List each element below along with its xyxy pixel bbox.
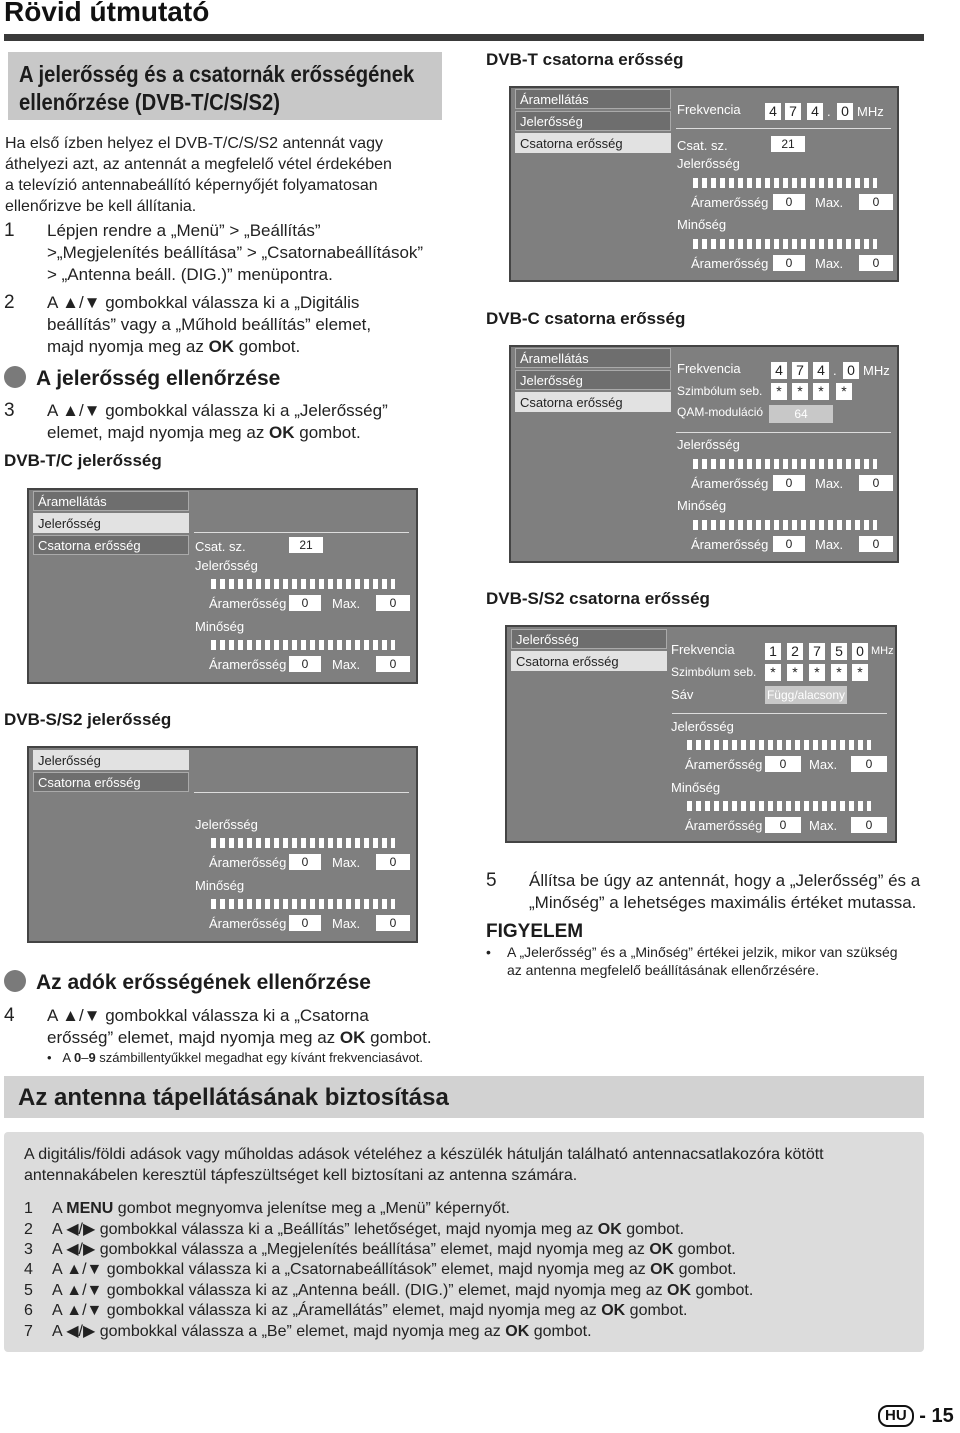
ok-key: OK (667, 1282, 692, 1299)
menu-item-channel-strength[interactable]: Csatorna erősség (515, 392, 671, 412)
symbol-rate-digit[interactable]: * (771, 383, 787, 400)
ok-key: OK (650, 1261, 675, 1278)
step-line: elemet, majd nyomja meg az OK gombot. (47, 423, 361, 442)
max-value: 0 (859, 194, 893, 210)
left-right-arrow-icon: ◀/▶ (66, 1241, 96, 1258)
quality-label: Minőség (677, 217, 727, 232)
quality-label: Minőség (671, 780, 721, 795)
qam-value[interactable]: 64 (769, 405, 833, 423)
band-value[interactable]: Függ/alacsony (766, 688, 846, 702)
title-rule (4, 34, 924, 41)
current-value: 0 (773, 536, 805, 552)
current-label: Áramerősség (691, 256, 769, 271)
current-value: 0 (289, 854, 321, 870)
step-line: „Minőség” a lehetséges maximális értéket mutassa. (529, 893, 917, 912)
step-number: 4 (4, 1005, 15, 1026)
frequency-digit[interactable]: 0 (843, 362, 859, 379)
dvbc-heading: DVB-C csatorna erősség (486, 309, 686, 328)
symbol-rate-digit[interactable]: * (852, 664, 868, 681)
mhz-unit: MHz (863, 363, 890, 378)
max-value: 0 (859, 475, 893, 491)
antenna-step: 6 A ▲/▼ gombokkal válassza ki az „Áramellátás” elemet, majd nyomja meg az OK gombot. (24, 1302, 688, 1319)
step-4 (0, 1005, 460, 1073)
menu-item-channel-strength[interactable]: Csatorna erősség (33, 535, 189, 555)
step-number: 5 (486, 870, 497, 891)
antenna-step: 3 A ◀/▶ gombokkal válassza a „Megjelenítés beállítása” elemet, majd nyomja meg az OK gombot. (24, 1241, 736, 1258)
intro-line: Ha első ízben helyez el DVB-T/C/S/S2 antennát vagy (5, 135, 383, 152)
frequency-digit[interactable]: 0 (852, 643, 868, 660)
menu-item-signal[interactable]: Jelerősség (515, 111, 671, 131)
up-down-arrow-icon: ▲/▼ (62, 293, 101, 312)
current-label: Áramerősség (209, 916, 287, 931)
symbol-rate-label: Szimbólum seb. (671, 665, 757, 679)
frequency-digit[interactable]: 5 (831, 643, 847, 660)
symbol-rate-digit[interactable]: * (787, 664, 803, 681)
section-title-line-1: A jelerősség és a csatornák erősségének (19, 61, 415, 87)
dvbs2-channel-panel (505, 625, 897, 843)
step-line: majd nyomja meg az OK gombot. (47, 337, 301, 356)
step-3 (0, 400, 450, 446)
quality-bar (211, 640, 395, 650)
divider (672, 713, 887, 714)
page-number: HU - 15 (878, 1405, 954, 1428)
section-title-line-2: ellenőrzése (DVB-T/C/S/S2) (19, 89, 280, 115)
qam-label: QAM-moduláció (677, 405, 764, 419)
symbol-rate-digit[interactable]: * (813, 383, 829, 400)
antenna-step: 2 A ◀/▶ gombokkal válassza ki a „Beállítás” lehetőséget, majd nyomja meg az OK gombot. (24, 1221, 685, 1238)
frequency-digit[interactable]: 4 (813, 362, 829, 379)
max-label: Max. (815, 476, 844, 491)
ok-key: OK (597, 1221, 622, 1238)
menu-item-power[interactable]: Áramellátás (515, 348, 671, 368)
step-4-note: • A 0–9 számbillentyűkkel megadhat egy kívánt frekvenciasávot. (47, 1050, 424, 1065)
ok-key: OK (505, 1323, 530, 1340)
signal-bar (693, 178, 877, 188)
max-value: 0 (851, 756, 887, 772)
up-down-arrow-icon: ▲/▼ (66, 1282, 103, 1299)
intro-line: ellenőrizve be kell állítania. (5, 198, 197, 215)
dvbtc-heading: DVB-T/C jelerősség (4, 451, 162, 470)
current-label: Áramerősség (691, 537, 769, 552)
menu-item-signal[interactable]: Jelerősség (515, 370, 671, 390)
frequency-digit[interactable]: 7 (792, 362, 808, 379)
mhz-unit: MHz (857, 104, 884, 119)
menu-item-signal[interactable]: Jelerősség (511, 629, 667, 649)
max-value: 0 (376, 656, 410, 672)
bullet-circle-icon (4, 366, 26, 388)
signal-label: Jelerősség (677, 437, 740, 452)
signal-bar (211, 838, 395, 848)
max-label: Max. (815, 256, 844, 271)
max-label: Max. (332, 855, 361, 870)
quality-bar (687, 801, 871, 811)
current-label: Áramerősség (691, 476, 769, 491)
signal-bar (693, 459, 877, 469)
divider (194, 532, 409, 533)
current-value: 0 (289, 595, 321, 611)
frequency-digit[interactable]: 2 (787, 643, 803, 660)
mhz-unit: MHz (871, 645, 894, 657)
menu-item-signal[interactable]: Jelerősség (33, 750, 189, 770)
antenna-intro: A digitális/földi adások vagy műholdas adások vételéhez a készülék hátulján található antennacsatlakozóra kötött antennakábelen keresztül tápfeszültséget kell biztosítani az antenna számára. (24, 1146, 824, 1184)
note-text: • A „Jelerősség” és a „Minőség” értékei jelzik, mikor van szükség az antenna megfelelő beállításának ellenőrzésére. (486, 943, 926, 979)
quality-label: Minőség (677, 498, 727, 513)
current-label: Áramerősség (209, 855, 287, 870)
section-title-box (8, 52, 442, 120)
max-value: 0 (859, 255, 893, 271)
quality-bar (693, 520, 877, 530)
left-right-arrow-icon: ◀/▶ (66, 1221, 96, 1238)
current-value: 0 (765, 817, 801, 833)
signal-label: Jelerősség (671, 719, 734, 734)
channel-no-label: Csat. sz. (195, 539, 246, 554)
note-line: A „Jelerősség” és a „Minőség” értékei jelzik, mikor van szükség (507, 944, 898, 960)
dvbt-channel-panel (509, 86, 899, 282)
step-2 (0, 292, 450, 362)
symbol-rate-digit[interactable]: * (836, 383, 852, 400)
intro-line: áthelyezi azt, az antennát a megfelelő vétel érdekében (5, 156, 392, 173)
step-line: erősség” elemet, majd nyomja meg az OK gombot. (47, 1028, 432, 1047)
menu-item-power[interactable]: Áramellátás (515, 89, 671, 109)
dvbtc-signal-panel (27, 488, 418, 684)
signal-bar (687, 740, 871, 750)
step-line: A ▲/▼ gombokkal válassza ki a „Digitális (47, 293, 360, 312)
frequency-label: Frekvencia (671, 642, 735, 657)
max-value: 0 (376, 595, 410, 611)
up-down-arrow-icon: ▲/▼ (62, 401, 101, 420)
symbol-rate-digit[interactable]: * (765, 664, 781, 681)
max-label: Max. (332, 596, 361, 611)
bullet-circle-icon (4, 970, 26, 992)
language-badge: HU (878, 1405, 914, 1427)
frequency-digit[interactable]: 4 (807, 103, 823, 120)
ok-key: OK (269, 423, 295, 442)
current-value: 0 (773, 475, 805, 491)
signal-check-heading: A jelerősség ellenőrzése (4, 366, 280, 391)
step-line: >„Megjelenítés beállítása” > „Csatornabeállítások” (47, 243, 424, 262)
antenna-step: 7 A ◀/▶ gombokkal válassza a „Be” elemet, majd nyomja meg az OK gombot. (24, 1323, 592, 1340)
menu-item-channel-strength[interactable]: Csatorna erősség (515, 133, 671, 153)
intro-paragraph (5, 133, 450, 217)
max-label: Max. (815, 195, 844, 210)
dvbs2-right-heading: DVB-S/S2 csatorna erősség (486, 589, 710, 608)
channel-check-heading: Az adók erősségének ellenőrzése (4, 970, 371, 995)
frequency-digit[interactable]: 4 (771, 362, 787, 379)
current-label: Áramerősség (209, 596, 287, 611)
frequency-label: Frekvencia (677, 102, 741, 117)
dvbs2-signal-panel (27, 746, 418, 943)
current-label: Áramerősség (685, 757, 763, 772)
current-label: Áramerősség (691, 195, 769, 210)
menu-item-signal[interactable]: Jelerősség (33, 513, 189, 533)
up-down-arrow-icon: ▲/▼ (66, 1261, 103, 1278)
step-line: A ▲/▼ gombokkal válassza ki a „Jelerősség” (47, 401, 388, 420)
step-line: Állítsa be úgy az antennát, hogy a „Jelerősség” és a (529, 871, 921, 890)
divider (676, 128, 891, 129)
signal-label: Jelerősség (195, 817, 258, 832)
antenna-box (4, 1132, 924, 1352)
max-label: Max. (332, 916, 361, 931)
note-line: az antenna megfelelő beállításának ellenőrzésére. (507, 962, 820, 978)
current-label: Áramerősség (685, 818, 763, 833)
current-value: 0 (773, 194, 805, 210)
page-title: Rövid útmutató (4, 0, 210, 27)
dvbc-channel-panel (509, 345, 899, 563)
current-value: 0 (765, 756, 801, 772)
ok-key: OK (649, 1241, 674, 1258)
step-line: > „Antenna beáll. (DIG.)” menüpontra. (47, 265, 333, 284)
max-label: Max. (809, 818, 838, 833)
menu-item-channel-strength[interactable]: Csatorna erősség (511, 651, 667, 671)
up-down-arrow-icon: ▲/▼ (66, 1302, 103, 1319)
max-value: 0 (859, 536, 893, 552)
max-label: Max. (815, 537, 844, 552)
dvbs2-left-heading: DVB-S/S2 jelerősség (4, 710, 172, 729)
quality-label: Minőség (195, 619, 245, 634)
frequency-digit[interactable]: 7 (785, 103, 801, 120)
step-number: 1 (4, 220, 15, 241)
frequency-digit[interactable]: 1 (765, 643, 781, 660)
ok-key: OK (208, 337, 235, 356)
symbol-rate-label: Szimbólum seb. (677, 384, 763, 398)
antenna-step: 4 A ▲/▼ gombokkal válassza ki a „Csatornabeállítások” elemet, majd nyomja meg az OK gombot. (24, 1261, 737, 1278)
divider (194, 792, 409, 793)
current-value: 0 (289, 656, 321, 672)
max-value: 0 (376, 915, 410, 931)
max-value: 0 (851, 817, 887, 833)
symbol-rate-digit[interactable]: * (831, 664, 847, 681)
current-label: Áramerősség (209, 657, 287, 672)
note-title: FIGYELEM (486, 921, 584, 942)
step-line: Lépjen rendre a „Menü” > „Beállítás” (47, 221, 321, 240)
current-value: 0 (289, 915, 321, 931)
frequency-label: Frekvencia (677, 361, 741, 376)
ok-key: OK (339, 1028, 366, 1047)
menu-key: MENU (66, 1200, 114, 1217)
signal-bar (211, 579, 395, 589)
band-label: Sáv (671, 687, 694, 702)
signal-label: Jelerősség (195, 558, 258, 573)
antenna-step: 5 A ▲/▼ gombokkal válassza ki az „Antenna beáll. (DIG.)” elemet, majd nyomja meg az OK gombot. (24, 1282, 754, 1299)
dvbt-heading: DVB-T csatorna erősség (486, 50, 684, 69)
step-number: 3 (4, 400, 15, 421)
quality-bar (211, 899, 395, 909)
step-5 (486, 870, 936, 916)
step-number: 2 (4, 292, 15, 313)
channel-no-value: 21 (771, 136, 805, 152)
frequency-digit[interactable]: 0 (837, 103, 853, 120)
decimal-point: . (827, 104, 831, 119)
left-right-arrow-icon: ◀/▶ (66, 1323, 96, 1340)
max-label: Max. (332, 657, 361, 672)
channel-no-value: 21 (289, 537, 323, 553)
max-value: 0 (376, 854, 410, 870)
step-line: A ▲/▼ gombokkal válassza ki a „Csatorna (47, 1006, 369, 1025)
ok-key: OK (601, 1302, 626, 1319)
symbol-rate-digit[interactable]: * (792, 383, 808, 400)
current-value: 0 (773, 255, 805, 271)
channel-no-label: Csat. sz. (677, 138, 728, 153)
antenna-step: 1 A MENU gombot megnyomva jelenítse meg a „Menü” képernyőt. (24, 1200, 510, 1217)
menu-item-channel-strength[interactable]: Csatorna erősség (33, 772, 189, 792)
frequency-digit[interactable]: 4 (765, 103, 781, 120)
symbol-rate-digit[interactable]: * (809, 664, 825, 681)
max-label: Max. (809, 757, 838, 772)
signal-label: Jelerősség (677, 156, 740, 171)
intro-line: a televízió antennabeállító képernyőjét folyamatosan (5, 177, 378, 194)
menu-item-power[interactable]: Áramellátás (33, 491, 189, 511)
step-1 (0, 220, 450, 290)
step-line: beállítás” vagy a „Műhold beállítás” elemet, (47, 315, 372, 334)
up-down-arrow-icon: ▲/▼ (62, 1006, 101, 1025)
quality-bar (693, 239, 877, 249)
antenna-heading: Az antenna tápellátásának biztosítása (4, 1076, 924, 1118)
divider (676, 432, 891, 433)
quality-label: Minőség (195, 878, 245, 893)
frequency-digit[interactable]: 7 (809, 643, 825, 660)
decimal-point: . (833, 363, 837, 378)
